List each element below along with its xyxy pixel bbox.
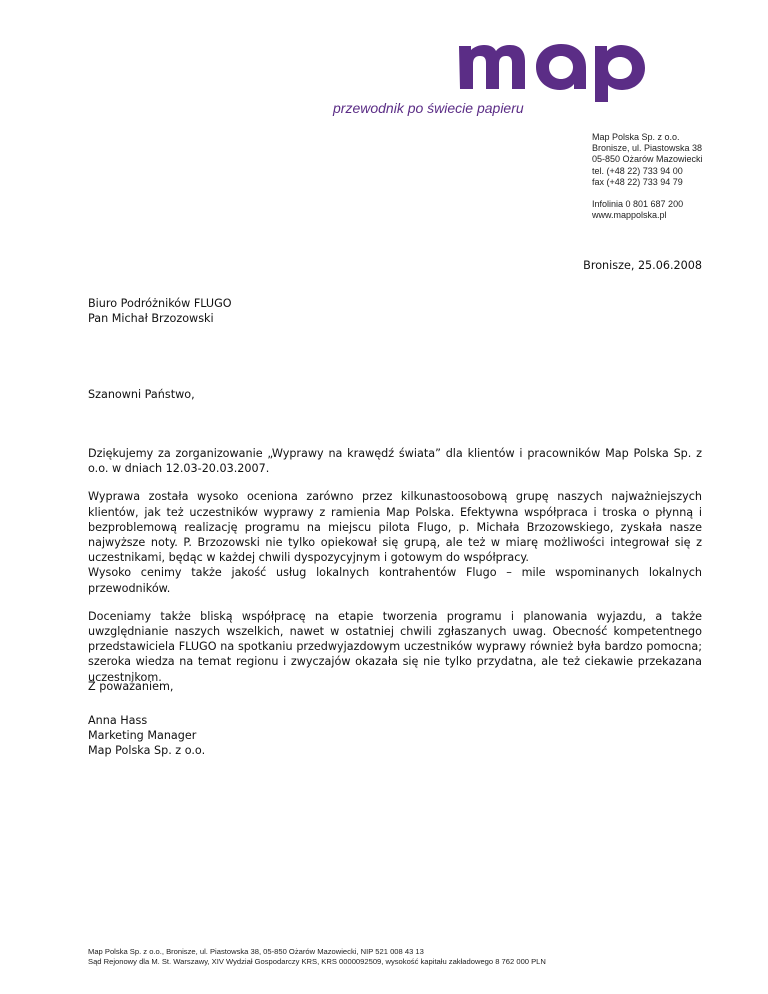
signature-title: Marketing Manager (88, 729, 197, 743)
recipient-line: Pan Michał Brzozowski (88, 312, 214, 326)
map-logo (457, 40, 647, 102)
footer-line-1: Map Polska Sp. z o.o., Bronisze, ul. Piastowska 38, 05-850 Ożarów Mazowiecki, NIP 521 008 43 13 (88, 947, 424, 956)
recipient-line: Biuro Podróżników FLUGO (88, 297, 232, 310)
body-paragraph: Dziękujemy za zorganizowanie „Wyprawy na krawędź świata” dla klientów i pracowników Map Polska Sp. z o.o. w dniach 12.03-20.03.2007. (88, 447, 702, 476)
footer (88, 947, 546, 967)
closing: Z poważaniem, (88, 680, 174, 693)
company-address-line-1: Bronisze, ul. Piastowska 38 (592, 143, 703, 154)
body-paragraph: Wyprawa została wysoko oceniona zarówno przez kilkunastoosobową grupę naszych najważniejszych klientów, jak też uczestników wyprawy z ramienia Map Polska. Efektywna współpraca i troska o płynną i bezproblemową realizację programu na miejscu pilota Flugo, p. Michała Brzozowskiego, zyskała nasze najwyższe noty. P. Brzozowski nie tylko opiekował się grupą, ale też w miarę możliwości integrował się z uczestnikami, będąc w każdej chwili dyspozycyjnym i gotowym do współpracy. (88, 490, 702, 565)
letter-body (88, 446, 702, 698)
company-fax: fax (+48 22) 733 94 79 (592, 176, 683, 187)
company-tel: tel. (+48 22) 733 94 00 (592, 165, 683, 176)
company-address-block (592, 132, 703, 221)
recipient-block (88, 296, 232, 326)
signature-company: Map Polska Sp. z o.o. (88, 744, 206, 758)
body-paragraph: Doceniamy także bliską współpracę na etapie tworzenia programu i planowania wyjazdu, a także uwzględnianie naszych wszelkich, nawet w ostatniej chwili zgłaszanych uwag. Obecność kompetentnego przedstawiciela FLUGO na spotkaniu przedwyjazdowym uczestników wyprawy również była bardzo pomocna; szeroka wiedza na temat regionu i zwyczajów okazała się nie tylko przydatna, ale też ciekawie przekazana uczestnikom. (88, 609, 702, 684)
company-name: Map Polska Sp. z o.o. (592, 132, 680, 142)
signature-name: Anna Hass (88, 714, 148, 727)
tagline: przewodnik po świecie papieru (333, 100, 524, 116)
company-website[interactable]: www.mappolska.pl (592, 210, 667, 221)
company-hotline: Infolinia 0 801 687 200 (592, 199, 684, 210)
footer-line-2: Sąd Rejonowy dla M. St. Warszawy, XIV Wydział Gospodarczy KRS, KRS 0000092509, wysokość kapitału zakładowego 8 762 000 PLN (88, 957, 546, 966)
signature-block (88, 713, 205, 759)
body-paragraph: Wysoko cenimy także jakość usług lokalnych kontrahentów Flugo – mile wspominanych lokalnych przewodników. (88, 566, 702, 595)
salutation: Szanowni Państwo, (88, 388, 195, 401)
letter-date: Bronisze, 25.06.2008 (583, 259, 702, 272)
company-address-line-2: 05-850 Ożarów Mazowiecki (592, 154, 703, 165)
